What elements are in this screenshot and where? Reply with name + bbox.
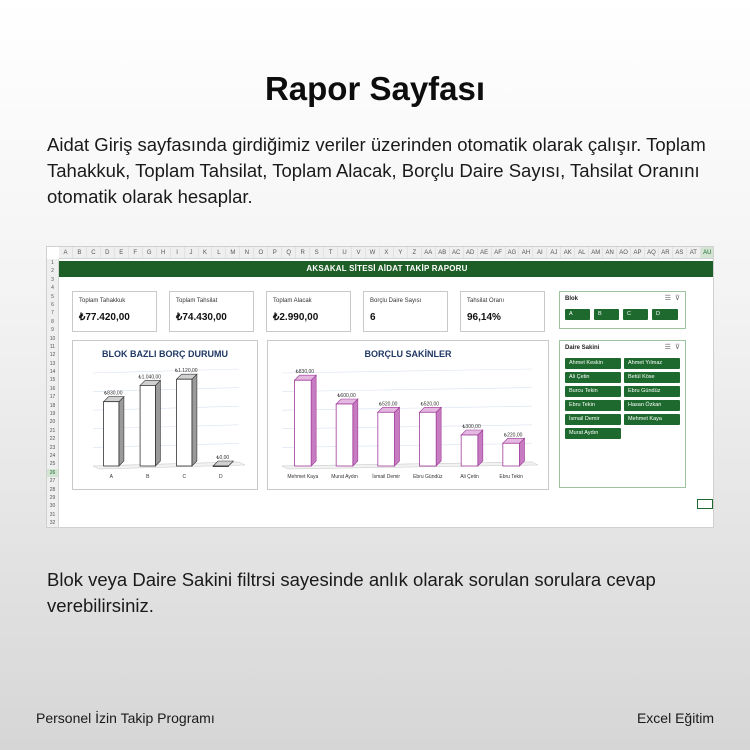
column-header[interactable]: U	[338, 247, 352, 258]
column-header[interactable]: AF	[492, 247, 506, 258]
intro-text: Aidat Giriş sayfasında girdiğimiz veriler üzerinden otomatik olarak çalışır. Toplam Tahakkuk, Toplam Tahsilat, Toplam Alacak, Borçlu Daire Sayısı, Tahsilat Oranını otomatik olarak hesaplar.	[47, 134, 706, 207]
slicer-item-ahmet-yilmaz[interactable]: Ahmet Yılmaz	[624, 358, 680, 369]
kpi-label: Toplam Tahsilat	[176, 298, 218, 304]
column-header[interactable]: A	[59, 247, 73, 258]
bar-5	[503, 438, 525, 466]
data-label: ₺1.040,00	[138, 374, 162, 381]
row-headers	[47, 259, 59, 528]
page-title: Rapor Sayfası	[264, 70, 486, 107]
clear-filter-icon[interactable]: ⊽	[674, 295, 680, 302]
data-label: ₺1.120,00	[174, 368, 198, 375]
column-header[interactable]: T	[324, 247, 338, 258]
row-header[interactable]: 18	[49, 402, 56, 409]
column-header[interactable]: AB	[436, 247, 450, 258]
row-header[interactable]: 7	[51, 310, 54, 317]
kpi-label: Borçlu Daire Sayısı	[370, 298, 422, 304]
clear-filter-icon[interactable]: ⊽	[674, 344, 680, 351]
row-header[interactable]: 30	[49, 503, 56, 510]
kpi-card-borclu-daire	[363, 291, 448, 332]
row-header[interactable]: 15	[49, 377, 56, 384]
column-header[interactable]: Z	[408, 247, 422, 258]
column-header[interactable]: Q	[282, 247, 296, 258]
slicer-item-ismail-demir[interactable]: İsmail Demir	[565, 414, 621, 425]
column-header[interactable]: AN	[603, 247, 617, 258]
column-header[interactable]: AD	[464, 247, 478, 258]
column-header[interactable]: F	[129, 247, 143, 258]
row-header[interactable]: 2	[51, 268, 54, 275]
row-header[interactable]: 22	[49, 436, 56, 443]
column-headers	[59, 247, 714, 259]
slicer-title: Daire Sakini	[565, 345, 600, 351]
column-header[interactable]: G	[143, 247, 157, 258]
row-header[interactable]: 19	[49, 411, 56, 418]
row-header[interactable]: 4	[51, 285, 54, 292]
slicer-item-ahmet-keskin[interactable]: Ahmet Keskin	[565, 358, 621, 369]
row-header[interactable]: 28	[49, 486, 56, 493]
bar-0	[104, 397, 124, 466]
gridline	[282, 425, 532, 429]
column-header[interactable]: AT	[687, 247, 701, 258]
bar-2	[177, 374, 197, 466]
column-header[interactable]: S	[310, 247, 324, 258]
report-title-bar: AKSAKAL SİTESİ AİDAT TAKİP RAPORU	[59, 261, 714, 277]
chart-blok-borc	[72, 340, 258, 490]
category-label: Ebru Tekin	[499, 474, 523, 480]
row-header[interactable]: 12	[49, 352, 56, 359]
row-header[interactable]: 17	[49, 394, 56, 401]
slicer-item-blok-c[interactable]: C	[623, 309, 648, 320]
slicer-title: Blok	[565, 296, 579, 302]
row-header[interactable]: 25	[49, 461, 56, 468]
bar-1	[336, 399, 358, 466]
row-header[interactable]: 29	[49, 494, 56, 501]
column-header[interactable]: K	[199, 247, 213, 258]
kpi-value: ₺77.420,00	[79, 312, 130, 323]
chart-borclu-sakinler-plot	[268, 341, 550, 491]
column-header[interactable]: AG	[506, 247, 520, 258]
row-header[interactable]: 1	[51, 260, 54, 266]
slicer-item-hasan-ozkan[interactable]: Hasan Özkan	[624, 400, 680, 411]
slicer-item-blok-a[interactable]: A	[565, 309, 590, 320]
row-header[interactable]: 27	[49, 478, 56, 485]
column-header[interactable]: AQ	[645, 247, 659, 258]
category-label: A	[109, 474, 113, 480]
chart-title: BLOK BAZLI BORÇ DURUMU	[102, 349, 228, 359]
row-header[interactable]: 20	[49, 419, 56, 426]
category-label: D	[218, 474, 223, 480]
chart-borclu-sakinler	[267, 340, 549, 490]
data-label: ₺600,00	[337, 393, 356, 399]
slicer-item-blok-b[interactable]: B	[594, 309, 619, 320]
column-header[interactable]: AK	[561, 247, 575, 258]
column-header[interactable]: I	[171, 247, 185, 258]
column-header[interactable]: J	[185, 247, 199, 258]
kpi-value: 6	[370, 312, 376, 323]
row-header[interactable]: 11	[49, 343, 56, 350]
gridline	[282, 388, 532, 392]
category-label: Ali Çetin	[460, 474, 479, 480]
gridline	[93, 369, 239, 373]
row-header[interactable]: 5	[51, 293, 54, 300]
row-header[interactable]: 10	[49, 335, 56, 342]
multi-select-icon[interactable]: ☰	[664, 295, 671, 302]
column-header[interactable]: V	[352, 247, 366, 258]
slicer-item-blok-d[interactable]: D	[652, 309, 678, 320]
kpi-card-tahsilat-orani	[460, 291, 545, 332]
category-label: Mehmet Kaya	[287, 474, 319, 480]
column-header[interactable]: O	[254, 247, 268, 258]
column-header[interactable]: W	[366, 247, 380, 258]
category-label: İsmail Demir	[372, 474, 401, 480]
kpi-label: Toplam Alacak	[273, 298, 312, 304]
column-header[interactable]: D	[101, 247, 115, 258]
bar-3	[420, 407, 442, 466]
bar-1	[140, 380, 160, 466]
column-header[interactable]: Y	[394, 247, 408, 258]
kpi-value: 96,14%	[467, 312, 501, 323]
kpi-value: ₺2.990,00	[273, 312, 319, 323]
column-header[interactable]: AL	[575, 247, 589, 258]
slicer-daire-sakini	[559, 340, 686, 488]
row-header[interactable]: 32	[49, 520, 56, 527]
row-header[interactable]: 26	[47, 469, 58, 477]
kpi-label: Tahsilat Oranı	[467, 298, 505, 304]
kpi-card-tahsilat	[169, 291, 254, 332]
gridline	[282, 443, 532, 447]
column-header[interactable]: C	[87, 247, 101, 258]
chart-title: BORÇLU SAKİNLER	[364, 349, 452, 359]
column-header[interactable]: P	[268, 247, 282, 258]
column-header[interactable]: H	[157, 247, 171, 258]
data-label: ₺830,00	[295, 369, 315, 376]
column-header[interactable]: N	[240, 247, 254, 258]
column-header[interactable]: AE	[478, 247, 492, 258]
chart-blok-borc-plot	[73, 341, 259, 491]
column-header[interactable]: L	[212, 247, 226, 258]
data-label: ₺520,00	[420, 401, 440, 408]
column-header[interactable]: X	[380, 247, 394, 258]
slicer-item-ebru-gunduz[interactable]: Ebru Gündüz	[624, 386, 680, 397]
spreadsheet-screenshot	[46, 246, 714, 528]
row-header[interactable]: 31	[49, 511, 56, 518]
category-label: C	[182, 474, 187, 480]
row-header[interactable]: 9	[51, 327, 54, 334]
column-header[interactable]: AA	[422, 247, 436, 258]
column-header[interactable]: AM	[589, 247, 603, 258]
column-header[interactable]: AC	[450, 247, 464, 258]
slicer-blok	[559, 291, 686, 329]
data-label: ₺0,00	[216, 455, 230, 461]
data-label: ₺300,00	[462, 424, 481, 430]
slicer-item-murat-aydin[interactable]: Murat Aydın	[565, 428, 621, 439]
data-label: ₺520,00	[378, 401, 398, 408]
slicer-item-ali-cetin[interactable]: Ali Çetin	[565, 372, 621, 383]
footer-left-label: Personel İzin Takip Programı	[36, 710, 215, 726]
gridline	[282, 369, 532, 376]
multi-select-icon[interactable]: ☰	[664, 344, 671, 351]
category-label: B	[146, 474, 150, 480]
column-header[interactable]: AS	[673, 247, 687, 258]
bar-4	[461, 430, 483, 466]
row-header[interactable]: 21	[49, 427, 56, 434]
column-header[interactable]: AO	[617, 247, 631, 258]
category-label: Murat Aydın	[331, 474, 358, 480]
row-header[interactable]: 14	[49, 369, 56, 376]
column-header[interactable]: AP	[631, 247, 645, 258]
row-header[interactable]: 23	[49, 444, 56, 451]
gridline	[282, 406, 532, 410]
column-header[interactable]: AR	[659, 247, 673, 258]
kpi-card-alacak	[266, 291, 351, 332]
column-header[interactable]: AI	[533, 247, 547, 258]
chart-floor	[282, 462, 538, 469]
column-header[interactable]: AJ	[547, 247, 561, 258]
kpi-card-tahakkuk	[72, 291, 157, 332]
footer-right-label: Excel Eğitim	[636, 710, 714, 726]
category-label: Ebru Gündüz	[413, 474, 443, 480]
row-header[interactable]: 6	[51, 301, 54, 308]
data-label: ₺830,00	[104, 390, 123, 397]
data-label: ₺220,00	[503, 432, 523, 439]
column-header[interactable]: E	[115, 247, 129, 258]
column-header[interactable]: AH	[519, 247, 533, 258]
slicer-item-betul-kose[interactable]: Betül Köse	[624, 372, 680, 383]
slicer-item-ebru-tekin[interactable]: Ebru Tekin	[565, 400, 621, 411]
bar-0	[295, 375, 317, 466]
selected-cell[interactable]	[697, 499, 713, 509]
row-header[interactable]: 8	[51, 318, 54, 325]
kpi-label: Toplam Tahakkuk	[79, 298, 126, 304]
column-header[interactable]: M	[226, 247, 240, 258]
bar-3	[213, 461, 233, 467]
row-header[interactable]: 13	[49, 360, 56, 367]
row-header[interactable]: 24	[49, 452, 56, 459]
row-header[interactable]: 16	[49, 385, 56, 392]
slicer-item-burcu-tekin[interactable]: Burcu Tekin	[565, 386, 621, 397]
outro-text: Blok veya Daire Sakini filtrsi sayesinde anlık olarak sorulan sorulara cevap verebilirsiniz.	[47, 569, 656, 616]
column-header[interactable]: AU	[701, 247, 714, 258]
bar-2	[378, 407, 400, 466]
kpi-value: ₺74.430,00	[176, 312, 227, 323]
column-header[interactable]: R	[296, 247, 310, 258]
row-header[interactable]: 3	[51, 276, 54, 283]
column-header[interactable]: B	[73, 247, 87, 258]
slicer-item-mehmet-kaya[interactable]: Mehmet Kaya	[624, 414, 680, 425]
